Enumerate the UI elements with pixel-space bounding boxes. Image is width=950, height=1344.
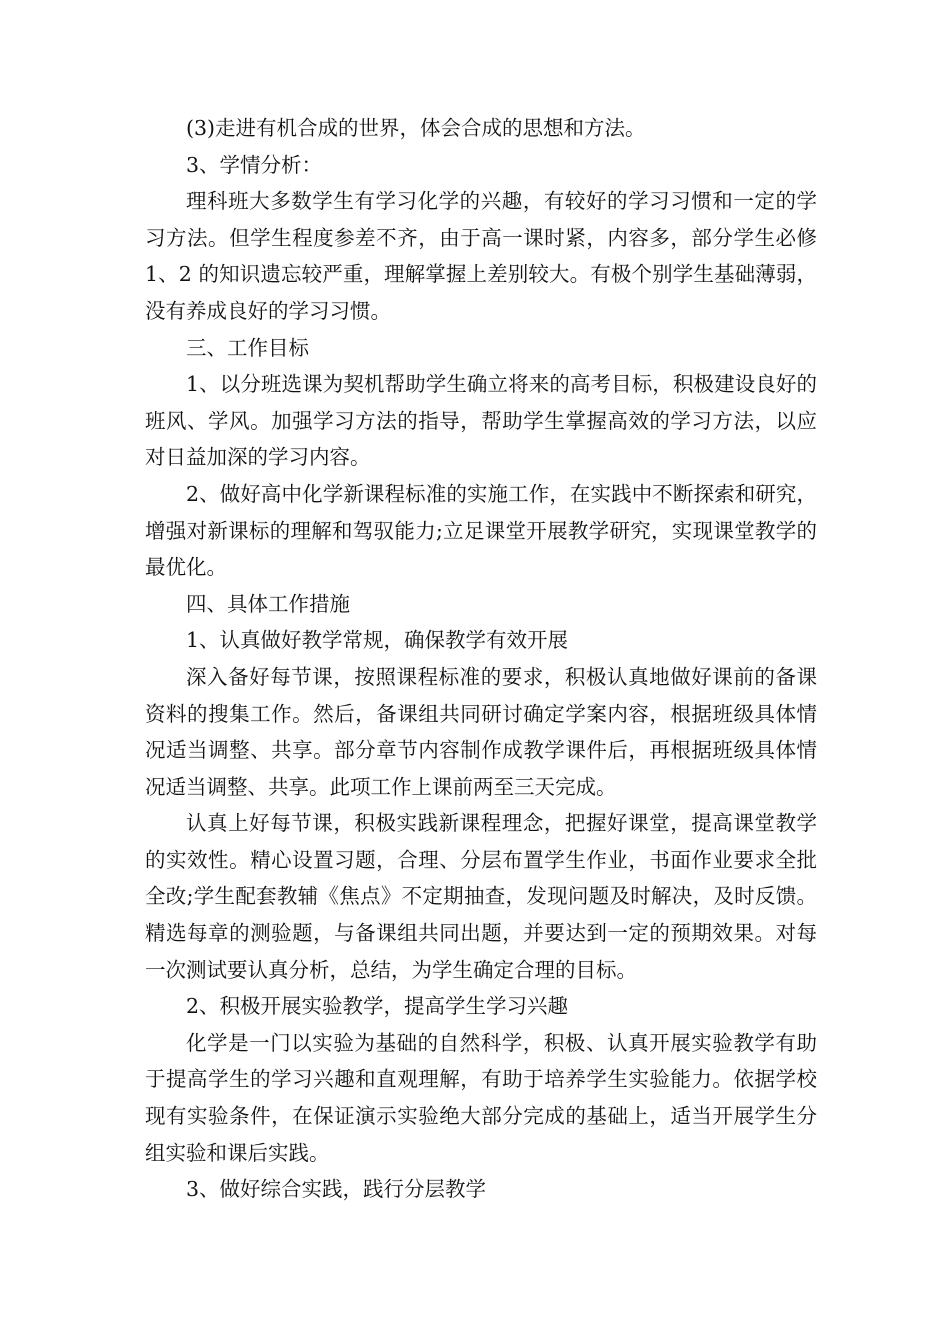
subheading-measure-2: 2、积极开展实验教学，提高学生学习兴趣 [186,994,569,1019]
paragraph-work-goal-1: 1、以分班选课为契机帮助学生确立将来的高考目标，积极建设良好的班风、学风。加强学习方法的指导，帮助学生掌握高效的学习方法，以应对日益加深的学习内容。 [145,372,817,470]
paragraph-student-analysis: 理科班大多数学生有学习化学的兴趣，有较好的学习习惯和一定的学习方法。但学生程度参差不齐，由于高一课时紧，内容多，部分学生必修 1、2 的知识遗忘较严重，理解掌握上差别较大。有极个别学生基础薄弱，没有养成良好的学习习惯。 [145,189,817,323]
paragraph-goal-3: (3)走进有机合成的世界，体会合成的思想和方法。 [186,116,646,140]
paragraph-experiment-teaching: 化学是一门以实验为基础的自然科学，积极、认真开展实验教学有助于提高学生的学习兴趣和直观理解，有助于培养学生实验能力。依据学校现有实验条件，在保证演示实验绝大部分完成的基础上，适当开展学生分组实验和课后实践。 [145,1030,817,1165]
subheading-measure-3: 3、做好综合实践，践行分层教学 [186,1177,487,1202]
paragraph-work-goal-2: 2、做好高中化学新课程标准的实施工作，在实践中不断探索和研究，增强对新课标的理解和驾驭能力;立足课堂开展教学研究，实现课堂教学的最优化。 [145,481,817,580]
heading-work-goals: 三、工作目标 [186,335,309,360]
document-page [145,110,817,1208]
heading-work-measures: 四、具体工作措施 [186,591,350,616]
paragraph-lesson-prep: 深入备好每节课，按照课程标准的要求，积极认真地做好课前的备课资料的搜集工作。然后，备课组共同研讨确定学案内容，根据班级具体情况适当调整、共享。部分章节内容制作成教学课件后，再根据班级具体情况适当调整、共享。此项工作上课前两至三天完成。 [145,664,817,799]
heading-student-analysis: 3、学情分析： [186,152,323,177]
paragraph-lesson-teaching: 认真上好每节课，积极实践新课程理念，把握好课堂，提高课堂教学的实效性。精心设置习题，合理、分层布置学生作业，书面作业要求全批全改;学生配套教辅《焦点》不定期抽查，发现问题及时解决，及时反馈。精选每章的测验题，与备课组共同出题，并要达到一定的预期效果。对每一次测试要认真分析，总结，为学生确定合理的目标。 [145,811,817,982]
subheading-measure-1: 1、认真做好教学常规，确保教学有效开展 [186,628,569,653]
